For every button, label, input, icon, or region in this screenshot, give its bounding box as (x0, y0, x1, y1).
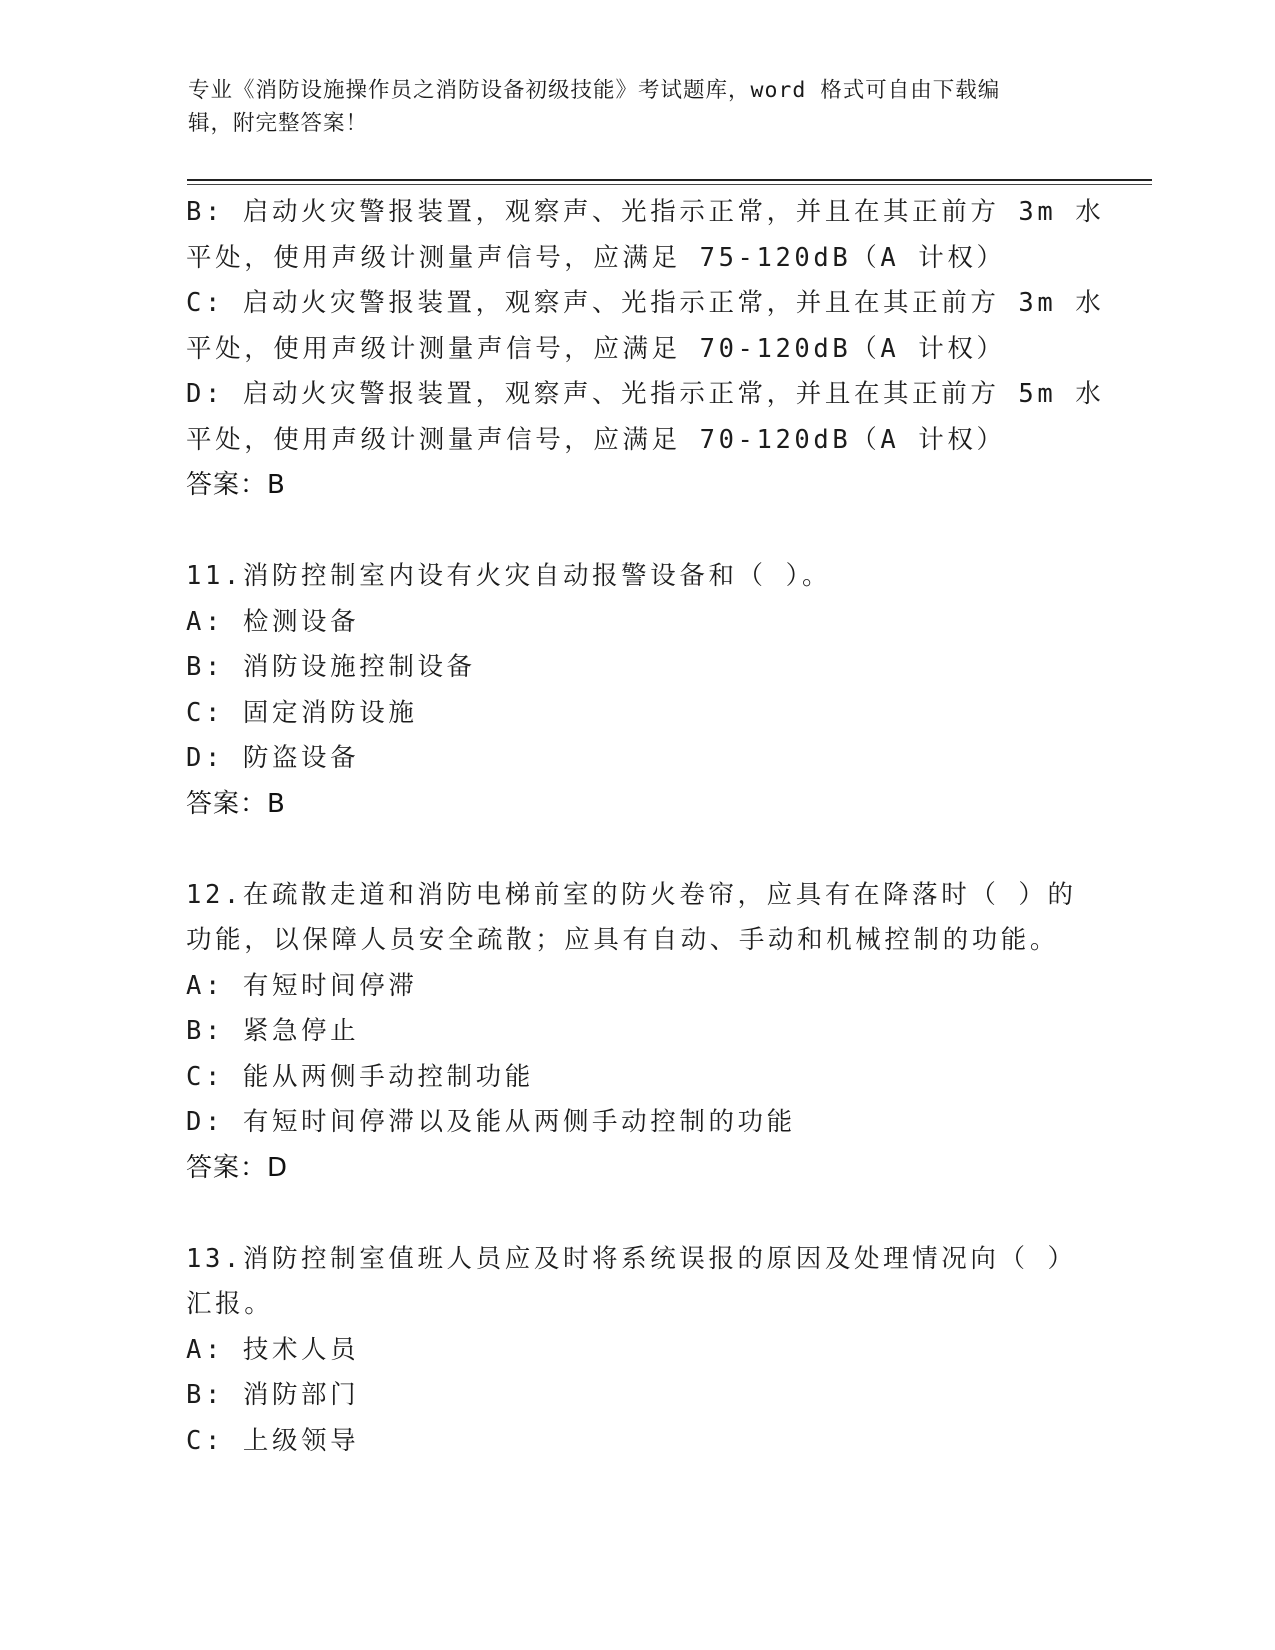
q10-option-c-line-1: C: 启动火灾警报装置，观察声、光指示正常，并且在其正前方 3m 水 (186, 288, 1105, 318)
question-13-block (186, 1237, 1086, 1465)
q12-stem-line-2: 功能，以保障人员安全疏散；应具有自动、手动和机械控制的功能。 (186, 925, 1060, 955)
question-12-block (186, 873, 1086, 1192)
header-line-1: 专业《消防设施操作员之消防设备初级技能》考试题库，word 格式可自由下载编 (188, 78, 1001, 103)
q12-option-d: D: 有短时间停滞以及能从两侧手动控制的功能 (186, 1107, 796, 1137)
spacer (186, 827, 1086, 873)
q10-option-b-line-1: B: 启动火灾警报装置，观察声、光指示正常，并且在其正前方 3m 水 (186, 197, 1105, 227)
q10-answer: 答案：B (186, 470, 286, 500)
q11-option-b: B: 消防设施控制设备 (186, 652, 476, 682)
q13-option-a: A: 技术人员 (186, 1334, 360, 1365)
q13-option-b: B: 消防部门 (186, 1380, 360, 1410)
header-rule-thin (187, 184, 1152, 185)
question-content (186, 190, 1105, 1464)
q11-stem: 11.消防控制室内设有火灾自动报警设备和（ ）。 (186, 561, 832, 591)
spacer (186, 509, 1086, 555)
q12-stem-line-1: 12.在疏散走道和消防电梯前室的防火卷帘，应具有在降落时（ ）的 (186, 879, 1077, 910)
q10-option-c-line-2: 平处，使用声级计测量声信号，应满足 70-120dB（A 计权） (186, 333, 1006, 364)
q11-option-d: D: 防盗设备 (186, 743, 360, 773)
q12-option-c: C: 能从两侧手动控制功能 (186, 1061, 534, 1092)
q10-option-d-line-1: D: 启动火灾警报装置，观察声、光指示正常，并且在其正前方 5m 水 (186, 379, 1105, 409)
q10-option-b-line-2: 平处，使用声级计测量声信号，应满足 75-120dB（A 计权） (186, 242, 1006, 273)
q11-option-a: A: 检测设备 (186, 606, 360, 637)
q10-option-d-line-2: 平处，使用声级计测量声信号，应满足 70-120dB（A 计权） (186, 424, 1006, 455)
q12-answer: 答案：D (186, 1152, 289, 1183)
q11-option-c: C: 固定消防设施 (186, 697, 418, 728)
q12-option-b: B: 紧急停止 (186, 1016, 360, 1046)
q13-stem-line-1: 13.消防控制室值班人员应及时将系统误报的原因及处理情况向（ ） (186, 1243, 1077, 1274)
question-11-block (186, 554, 1086, 827)
q12-option-a: A: 有短时间停滞 (186, 970, 418, 1001)
header-rule-thick (187, 179, 1152, 181)
question-10-block (186, 190, 1105, 509)
q13-option-c: C: 上级领导 (186, 1425, 360, 1456)
spacer (186, 1191, 1086, 1237)
q13-stem-line-2: 汇报。 (186, 1289, 274, 1319)
q11-answer: 答案：B (186, 788, 286, 819)
document-header (188, 74, 1068, 140)
header-line-2: 辑，附完整答案！ (188, 111, 369, 136)
